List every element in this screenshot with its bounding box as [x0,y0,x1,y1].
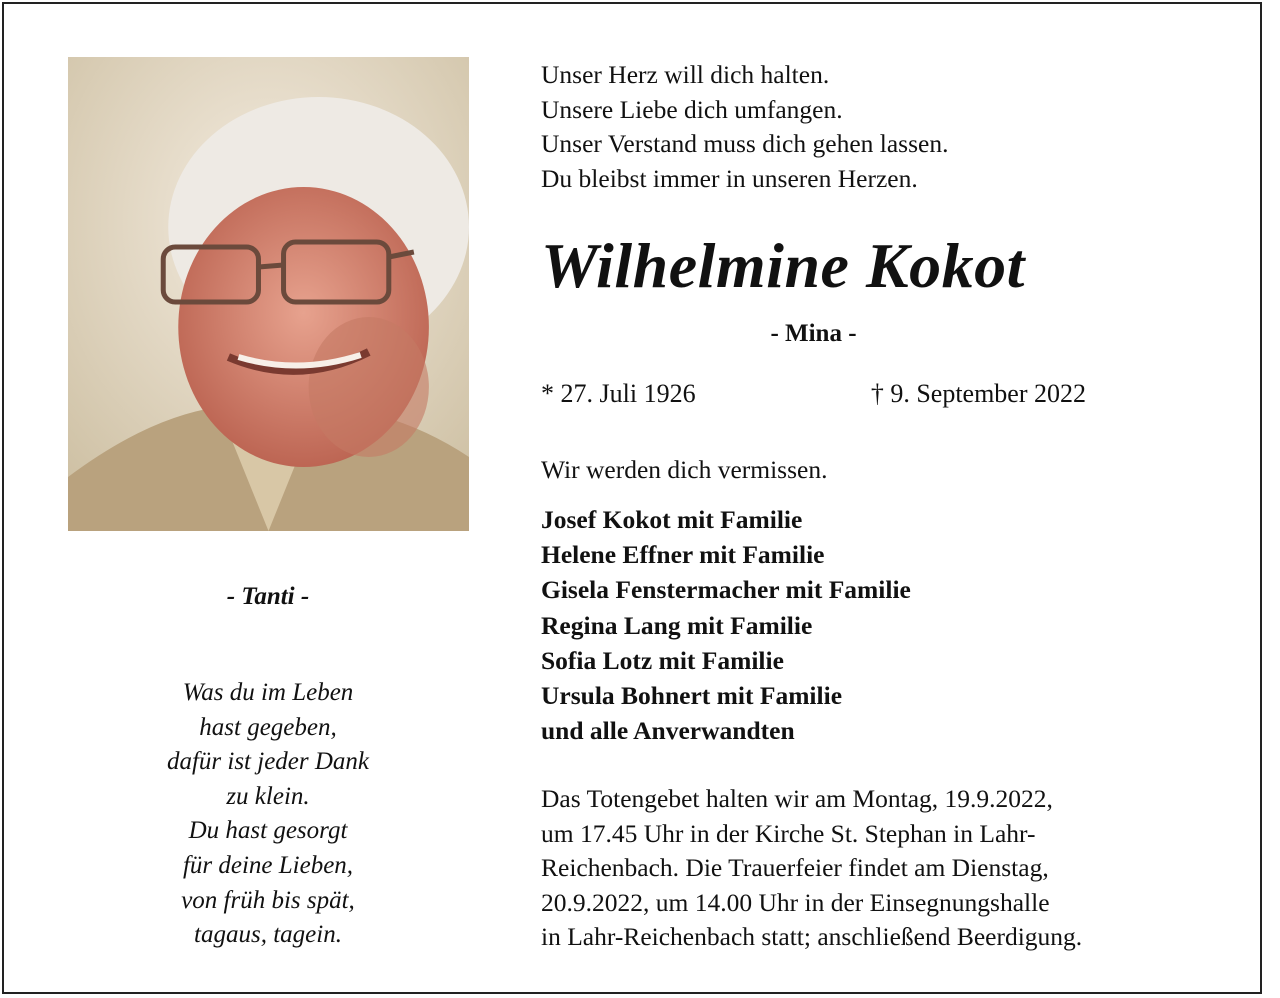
service-notice [541,782,1082,955]
mourners-list [541,502,911,748]
poem-line: zu klein. [226,782,310,810]
verse-line: Unser Verstand muss dich gehen lassen. [541,129,949,158]
notice-line: um 17.45 Uhr in der Kirche St. Stephan in Lahr- [541,818,1036,848]
mourner-entry: Josef Kokot mit Familie [541,505,803,534]
verse-line: Unsere Liebe dich umfangen. [541,94,843,124]
mourner-entry: und alle Anverwandten [541,716,795,746]
notice-line: Das Totengebet halten wir am Montag, 19.9.2022, [541,784,1053,813]
poem-line: hast gegeben, [199,713,337,741]
verse-line: Du bleibst immer in unseren Herzen. [541,163,918,193]
notice-line: 20.9.2022, um 14.00 Uhr in der Einsegnungshalle [541,887,1050,917]
family-nickname: - Tanti - [226,583,310,610]
poem-line: Du hast gesorgt [188,817,348,845]
portrait-photo [68,57,469,531]
mourner-entry: Regina Lang mit Familie [541,610,813,640]
deceased-nickname: - Mina - [770,320,857,347]
mourner-entry: Ursula Bohnert mit Familie [541,681,843,711]
poem-line: von früh bis spät, [181,886,355,914]
portrait-illustration [68,57,469,531]
poem-line: tagaus, tagein. [194,921,342,949]
opening-verse [541,58,948,196]
notice-line: in Lahr-Reichenbach statt; anschließend Beerdigung. [541,922,1083,951]
poem-line: dafür ist jeder Dank [166,748,370,776]
poem-line: Was du im Leben [182,679,354,706]
notice-line: Reichenbach. Die Trauerfeier findet am Dienstag, [541,853,1049,882]
deceased-name: Wilhelmine Kokot [541,230,1025,301]
poem-line: für deine Lieben, [182,851,354,879]
miss-line: Wir werden dich vermissen. [541,455,828,484]
death-date: † 9. September 2022 [870,379,1086,408]
verse-line: Unser Herz will dich halten. [541,60,830,89]
mourner-entry: Helene Effner mit Familie [541,540,825,570]
mourner-entry: Sofia Lotz mit Familie [541,645,784,675]
mourner-entry: Gisela Fenstermacher mit Familie [541,575,911,605]
memorial-poem [68,676,468,953]
birth-date: * 27. Juli 1926 [541,379,696,408]
